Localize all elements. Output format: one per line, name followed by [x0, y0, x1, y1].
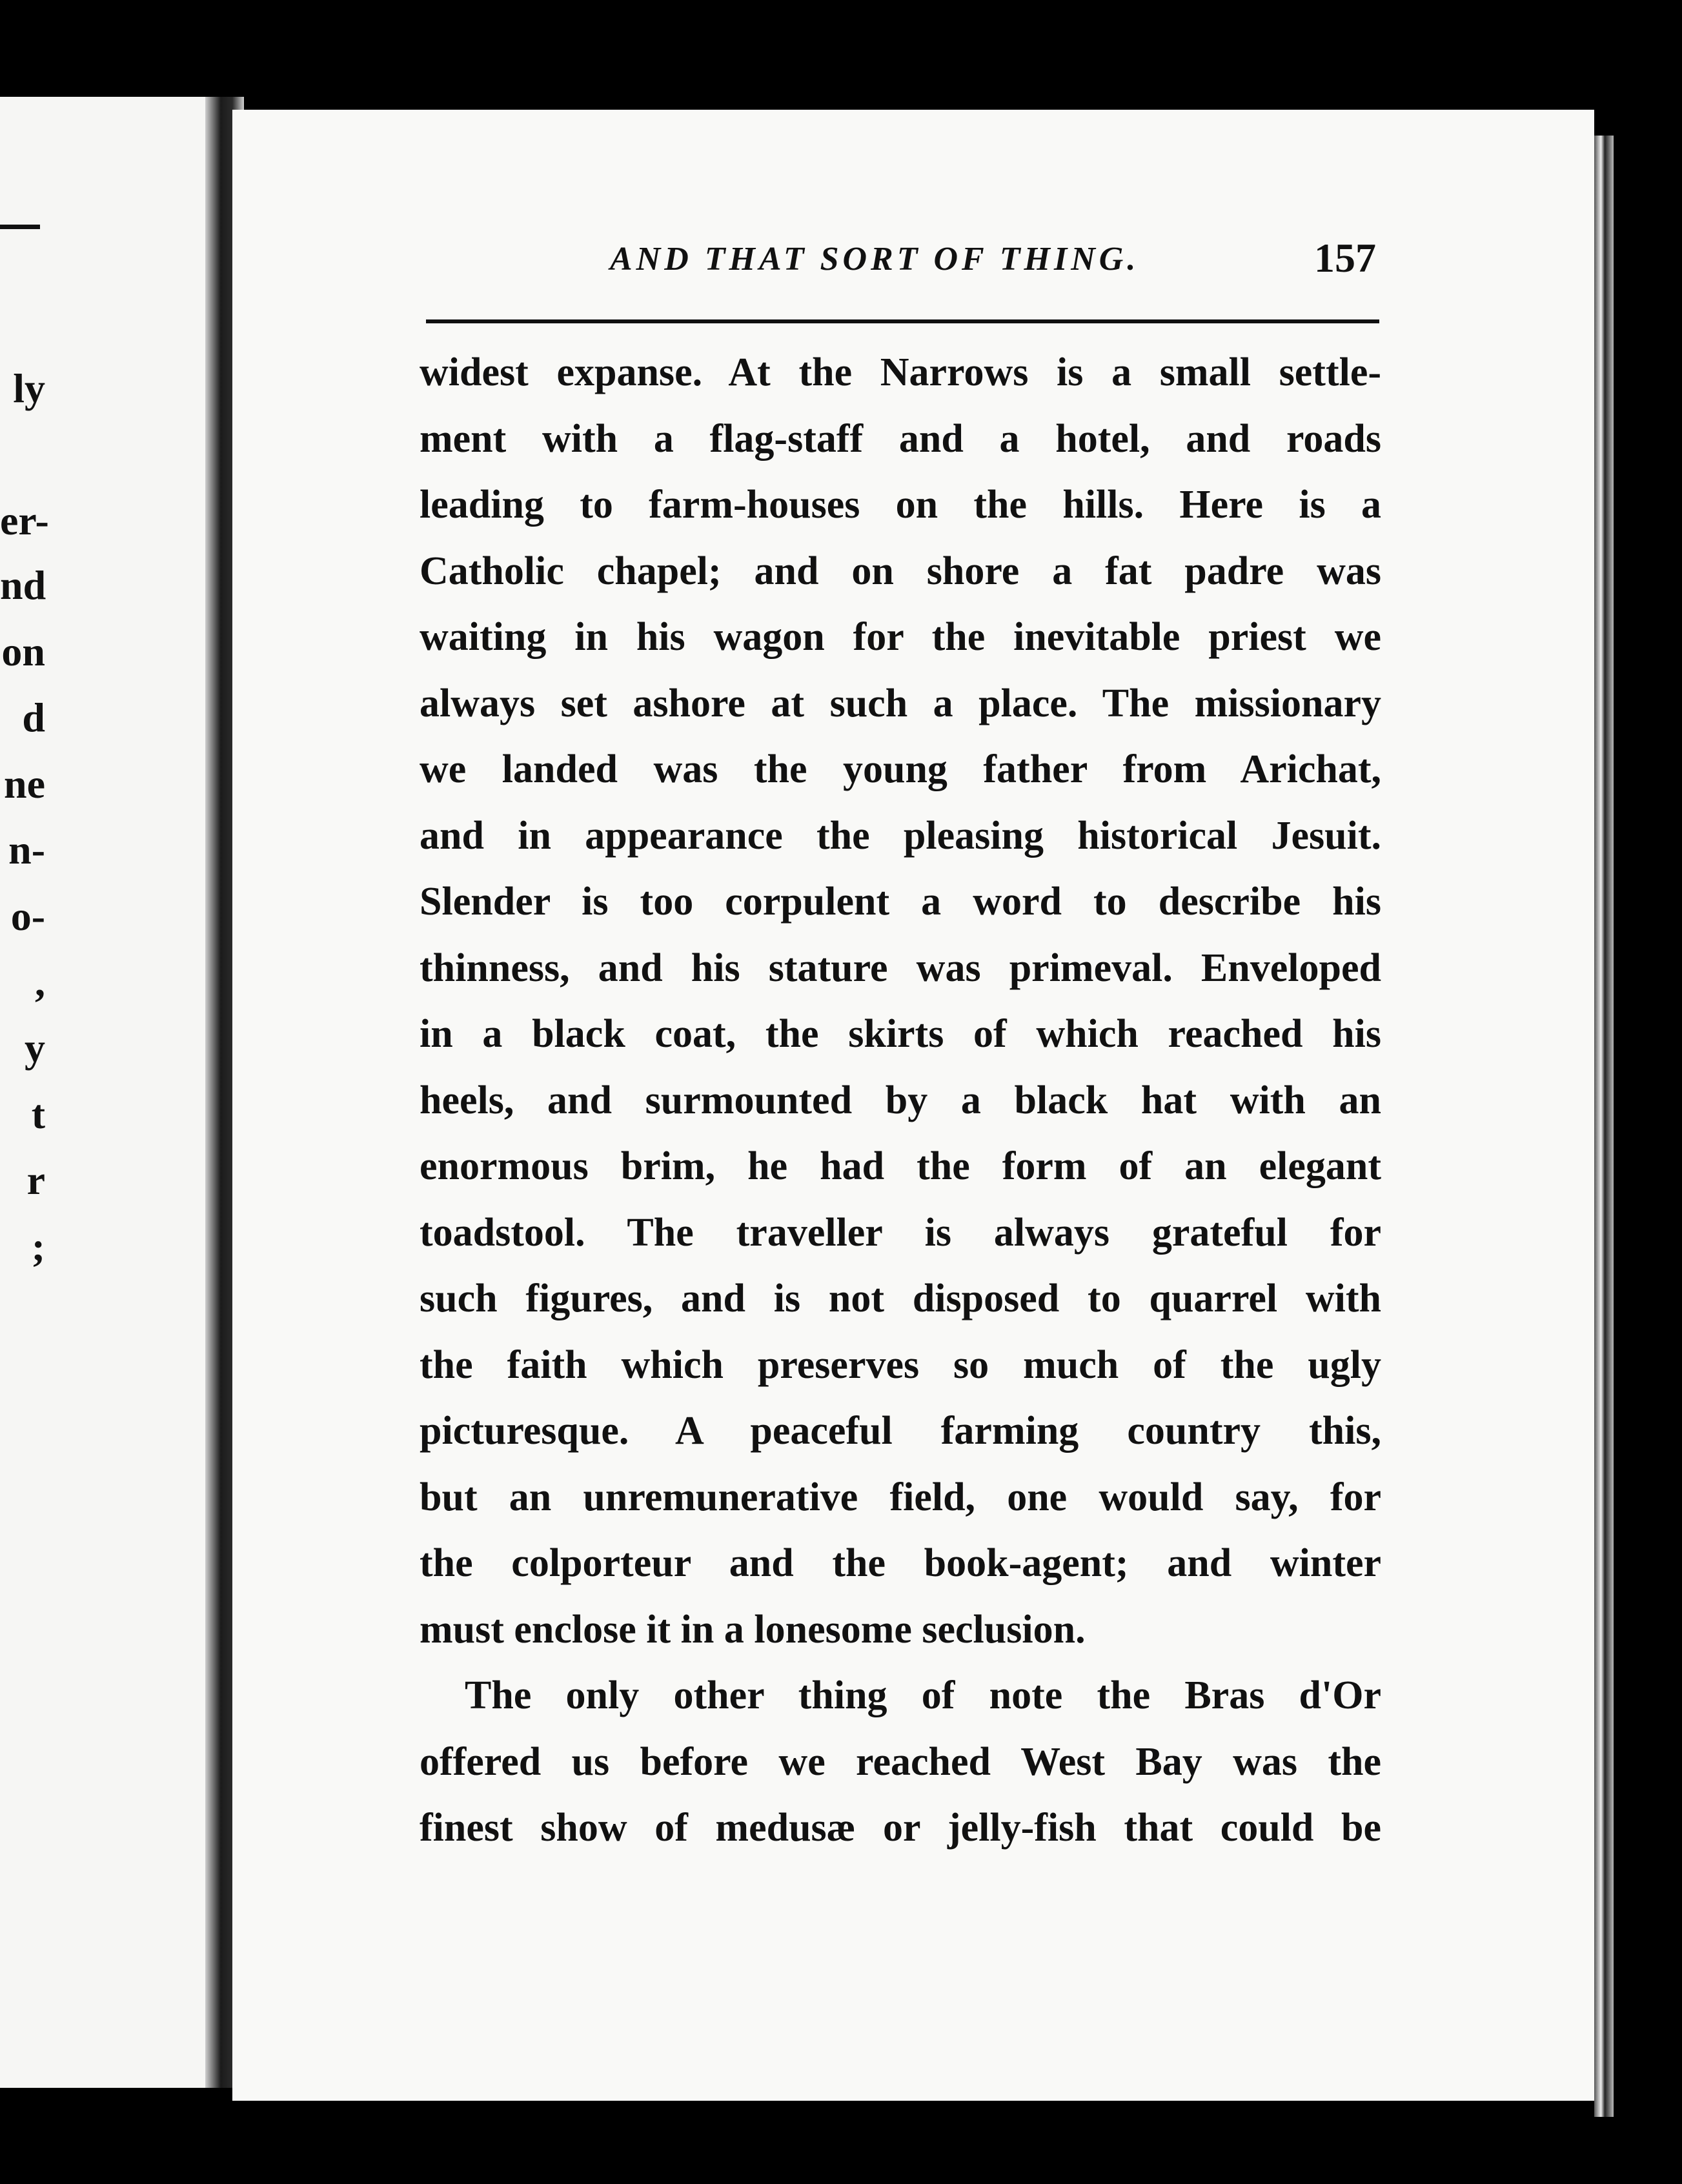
- text-line: but an unremunerative field, one would say, for: [420, 1475, 1381, 1519]
- text-line: such figures, and is not disposed to quarrel with: [420, 1277, 1381, 1320]
- text-line: the faith which preserves so much of the ugly: [420, 1342, 1381, 1387]
- previous-page-fragment: n-: [8, 827, 45, 873]
- text-line: toadstool. The traveller is always grateful for: [420, 1210, 1381, 1255]
- text-line: must enclose it in a lonesome seclusion.: [420, 1607, 1086, 1652]
- text-line: enormous brim, he had the form of an elegant: [420, 1144, 1381, 1188]
- page-edge: [1594, 136, 1614, 2117]
- text-line: widest expanse. At the Narrows is a small settle-: [420, 350, 1381, 394]
- text-line: the colporteur and the book-agent; and winter: [420, 1541, 1381, 1585]
- text-line: offered us before we reached West Bay was the: [420, 1739, 1381, 1784]
- text-line: finest show of medusæ or jelly-fish that could be: [420, 1806, 1381, 1850]
- previous-page-fragment: o-: [10, 893, 45, 939]
- page-number: 157: [1314, 235, 1376, 281]
- previous-page-fragment: r: [26, 1157, 45, 1203]
- text-line: leading to farm-houses on the hills. Here is a: [420, 483, 1381, 527]
- text-line: we landed was the young father from Arichat,: [420, 747, 1381, 791]
- text-line: and in appearance the pleasing historical Jesuit.: [420, 813, 1381, 858]
- previous-page-fragment: t: [31, 1091, 45, 1137]
- text-line: always set ashore at such a place. The missionary: [420, 681, 1381, 725]
- text-line: Slender is too corpulent a word to describe his: [420, 880, 1381, 924]
- text-line: The only other thing of note the Bras d'Or: [465, 1673, 1381, 1717]
- header-rule: [426, 319, 1379, 323]
- text-line: heels, and surmounted by a black hat with an: [420, 1078, 1381, 1122]
- body-text: [420, 339, 1381, 1861]
- previous-page-rule: [0, 225, 40, 229]
- running-head: AND THAT SORT OF THING.: [610, 241, 1140, 278]
- previous-page-fragment: nd: [0, 562, 46, 608]
- previous-page-fragment: on: [1, 629, 45, 674]
- text-line: Catholic chapel; and on shore a fat padre was: [420, 549, 1381, 593]
- previous-page-fragment: ,: [35, 959, 45, 1005]
- text-line: in a black coat, the skirts of which reached his: [420, 1012, 1381, 1056]
- previous-page-fragment: er-: [0, 498, 49, 543]
- text-line: picturesque. A peaceful farming country this,: [420, 1409, 1381, 1453]
- previous-page-fragment: ne: [4, 761, 45, 807]
- text-line: thinness, and his stature was primeval. Enveloped: [420, 945, 1381, 990]
- previous-page-fragment: ;: [31, 1224, 45, 1269]
- previous-page-fragment: d: [22, 694, 45, 740]
- previous-page-fragment: ly: [13, 365, 45, 411]
- previous-page-fragment: y: [25, 1025, 45, 1071]
- text-line: waiting in his wagon for the inevitable priest we: [420, 615, 1381, 659]
- text-line: ment with a flag-staff and a hotel, and roads: [420, 416, 1381, 461]
